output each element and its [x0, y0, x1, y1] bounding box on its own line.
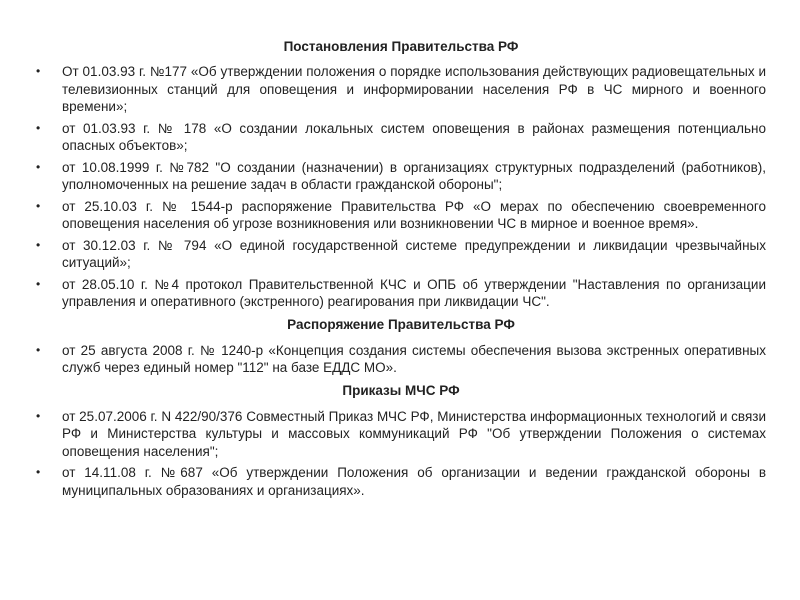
government-order-list — [36, 342, 766, 377]
government-resolutions-list — [36, 63, 766, 311]
bullet-icon: • — [36, 198, 41, 213]
list-item-text: от 28.05.10 г. №4 протокол Правительственной КЧС и ОПБ об утверждении "Наставления по организации управления и оперативного (экстренного) реагирования при ликвидации ЧС". — [62, 276, 766, 309]
list-item — [36, 276, 766, 311]
list-item-text: от 25 августа 2008 г. № 1240-р «Концепция создания системы обеспечения вызова экстренных оперативных служб через единый номер "112" на базе ЕДДС МО». — [62, 342, 766, 375]
bullet-icon: • — [36, 465, 41, 479]
bullet-icon: • — [36, 408, 41, 423]
list-item-text: от 01.03.93 г. № 178 «О создании локальных систем оповещения в районах размещения потенциально опасных объектов»; — [62, 120, 766, 153]
list-item — [36, 120, 766, 155]
section-heading-government-resolutions: Постановления Правительства РФ — [283, 39, 519, 54]
bullet-icon: • — [36, 276, 41, 291]
list-item — [36, 237, 766, 272]
emercom-orders-list — [36, 408, 766, 500]
bullet-icon: • — [36, 342, 41, 357]
list-item-text: от 25.07.2006 г. N 422/90/376 Совместный Приказ МЧС РФ, Министерства информационных технологий и связи РФ и Министерства культуры и массовых коммуникаций РФ "Об утверждении Положения о системах оповещения населения"; — [62, 408, 766, 459]
bullet-icon: • — [36, 159, 41, 174]
list-item-text: от 10.08.1999 г. №782 "О создании (назначении) в организациях структурных подразделений (работников), уполномоченных на решение задач в области гражданской обороны"; — [62, 159, 766, 192]
bullet-icon: • — [36, 64, 41, 78]
section-heading-government-order: Распоряжение Правительства РФ — [287, 316, 515, 332]
list-item — [36, 464, 766, 499]
list-item — [36, 342, 766, 377]
list-item — [36, 408, 766, 461]
list-item-text: от 30.12.03 г. № 794 «О единой государственной системе предупреждении и ликвидации чрезвычайных ситуаций»; — [62, 237, 766, 270]
list-item-text: от 25.10.03 г. № 1544-р распоряжение Правительства РФ «О мерах по обеспечению своевременного оповещения населения об угрозе возникновения или возникновении ЧС в мирное и военное время». — [62, 198, 766, 231]
section-heading-emercom-orders: Приказы МЧС РФ — [342, 382, 460, 398]
bullet-icon: • — [36, 120, 41, 135]
bullet-icon: • — [36, 237, 41, 252]
list-item — [36, 63, 766, 116]
list-item-text: от 14.11.08 г. №687 «Об утверждении Положения об организации и ведении гражданской обороны в муниципальных образованиях и организациях». — [62, 465, 766, 498]
list-item — [36, 159, 766, 194]
list-item-text: От 01.03.93 г. №177 «Об утверждении положения о порядке использования действующих радиовещательных и телевизионных станций для оповещения и информировании населения РФ в ЧС мирного и военного времени»; — [62, 64, 766, 114]
list-item — [36, 198, 766, 233]
